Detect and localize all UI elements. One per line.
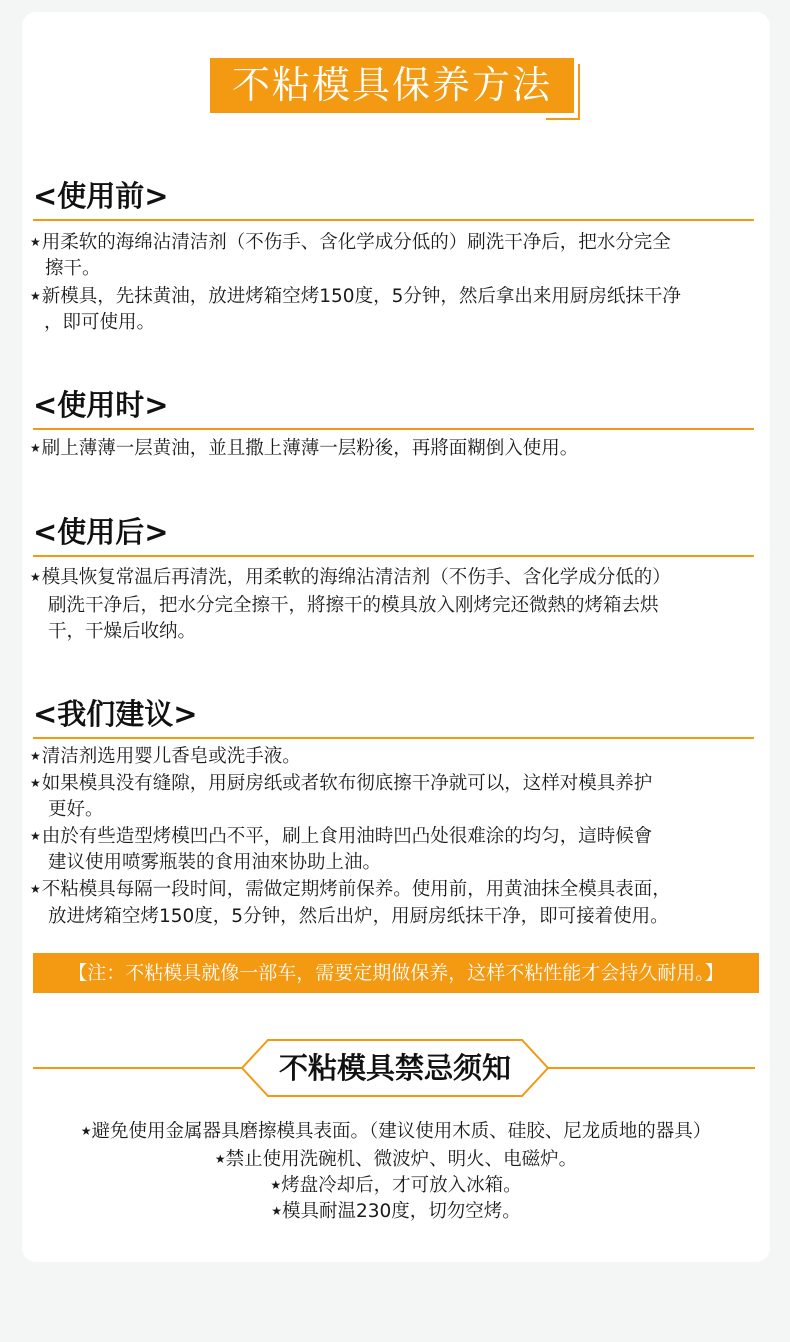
list-item-continuation: ，即可使用。 <box>44 312 156 333</box>
star-icon: ★ <box>271 1204 282 1218</box>
taboo-heading: 不粘模具禁忌须知 <box>278 1051 511 1085</box>
banner-line-right <box>545 1067 755 1069</box>
section-divider <box>33 555 754 557</box>
star-icon: ★ <box>30 441 41 455</box>
star-icon: ★ <box>30 829 41 843</box>
taboo-item: ★禁止使用洗碗机、微波炉、明火、电磁炉。 <box>214 1149 578 1170</box>
list-item: ★由於有些造型烤模凹凸不平，刷上食用油時凹凸处很难涂的均匀，這時候會 <box>30 826 653 847</box>
section-divider <box>33 219 754 221</box>
star-icon: ★ <box>30 776 41 790</box>
list-item-continuation: 放进烤箱空烤150度，5分钟，然后出炉，用厨房纸抹干净，即可接着使用。 <box>48 906 669 927</box>
banner-line-left <box>33 1067 245 1069</box>
list-item: ★不粘模具每隔一段时间，需做定期烤前保养。使用前，用黄油抹全模具表面， <box>30 879 671 900</box>
list-item-continuation: 刷洗干净后，把水分完全擦干，將擦干的模具放入刚烤完还微熱的烤箱去烘 <box>48 595 659 616</box>
taboo-item: ★避免使用金属器具磨擦模具表面。（建议使用木质、硅胶、尼龙质地的器具） <box>80 1121 712 1142</box>
list-item-continuation: 干，干燥后收纳。 <box>48 621 197 642</box>
title-corner-decoration <box>546 118 580 120</box>
care-note-banner: 【注：不粘模具就像一部车，需要定期做保养，这样不粘性能才会持久耐用。】 <box>33 953 759 993</box>
list-item: ★新模具，先抹黄油，放进烤箱空烤150度，5分钟，然后拿出来用厨房纸抹干净 <box>30 286 681 307</box>
taboo-item: ★烤盘冷却后，才可放入冰箱。 <box>270 1175 522 1196</box>
section-heading-after-use: <使用后> <box>33 515 169 549</box>
star-icon: ★ <box>30 289 41 303</box>
section-heading-before-use: <使用前> <box>33 179 169 213</box>
list-item: ★模具恢复常温后再清洗，用柔軟的海绵沾清洁剂（不伤手、含化学成分低的） <box>30 567 671 588</box>
star-icon: ★ <box>30 882 41 896</box>
star-icon: ★ <box>30 235 41 249</box>
section-divider <box>33 737 754 739</box>
list-item: ★清洁剂选用婴儿香皂或洗手液。 <box>30 746 301 767</box>
taboo-item: ★模具耐温230度，切勿空烤。 <box>271 1201 521 1222</box>
section-heading-during-use: <使用时> <box>33 388 169 422</box>
title-corner-decoration <box>578 64 580 120</box>
list-item: ★如果模具没有缝隙，用厨房纸或者软布彻底擦干净就可以，这样对模具养护 <box>30 773 653 794</box>
section-divider <box>33 428 754 430</box>
list-item-continuation: 擦干。 <box>45 258 101 279</box>
list-item: ★刷上薄薄一层黄油，並且撒上薄薄一层粉後，再將面糊倒入使用。 <box>30 438 579 459</box>
list-item: ★用柔软的海绵沾清洁剂（不伤手、含化学成分低的）刷洗干净后，把水分完全 <box>30 232 671 253</box>
star-icon: ★ <box>270 1178 282 1192</box>
star-icon: ★ <box>80 1124 92 1138</box>
section-heading-suggestions: <我们建议> <box>33 697 198 731</box>
page-title: 不粘模具保养方法 <box>210 58 574 113</box>
star-icon: ★ <box>30 570 41 584</box>
list-item-continuation: 建议使用喷雾瓶裝的食用油來协助上油。 <box>48 852 382 873</box>
star-icon: ★ <box>214 1152 226 1166</box>
list-item-continuation: 更好。 <box>48 799 104 820</box>
star-icon: ★ <box>30 749 41 763</box>
